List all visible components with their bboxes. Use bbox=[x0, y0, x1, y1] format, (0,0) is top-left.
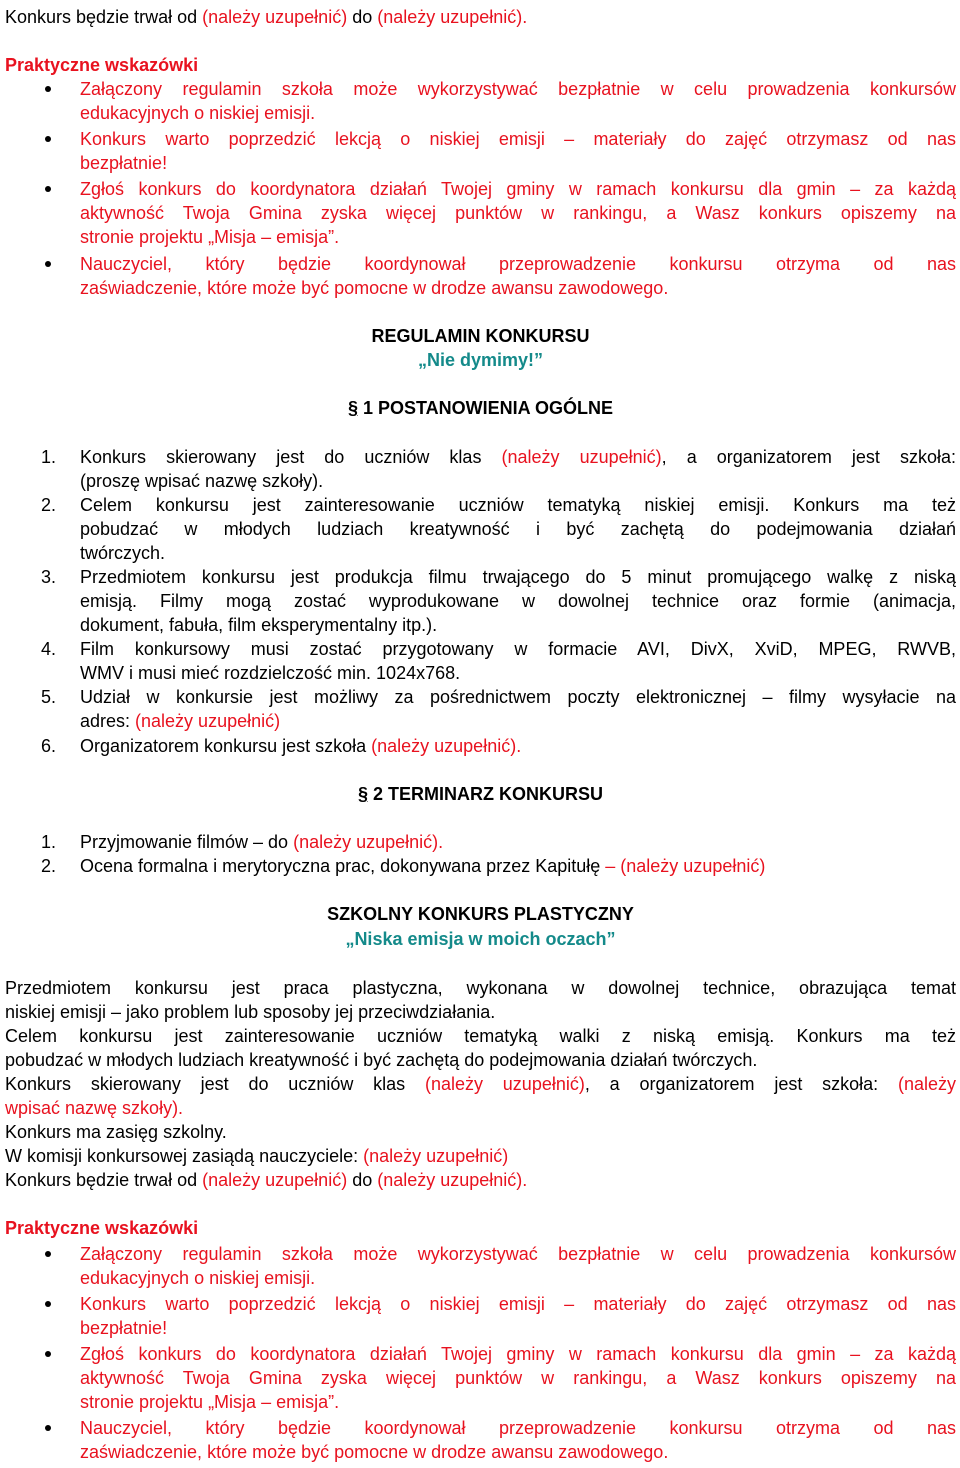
item-number: 5. bbox=[41, 687, 57, 707]
tip-text: Zgłoś konkurs do koordynatora działań Twojej gminy w ramach konkursu dla gmin – za każdą bbox=[80, 179, 956, 199]
item-text: adres: (należy uzupełnić) bbox=[80, 711, 281, 731]
regulamin-title: REGULAMIN KONKURSU bbox=[371, 326, 590, 346]
paragraph-line: W komisji konkursowej zasiądą nauczyciele: (należy uzupełnić) bbox=[5, 1146, 509, 1166]
bullet-dot bbox=[43, 127, 55, 151]
schedule-text: Przyjmowanie filmów – do (należy uzupełnić). bbox=[80, 832, 444, 852]
paragraph-line: Przedmiotem konkursu jest praca plastyczna, wykonana w dowolnej technice, obrazująca temat bbox=[5, 978, 956, 998]
tip-text: Konkurs warto poprzedzić lekcją o niskiej emisji – materiały do zajęć otrzymasz od nas bbox=[80, 129, 956, 149]
section-2-title: 2 TERMINARZ KONKURSU bbox=[373, 784, 604, 804]
tip-text: aktywność Twoja Gmina zyska więcej punktów w rankingu, a Wasz konkurs opiszemy na bbox=[80, 203, 956, 223]
dates-mid: do bbox=[347, 7, 378, 27]
top-dates-line bbox=[5, 5, 527, 29]
tip-text: stronie projektu „Misja – emisja”. bbox=[80, 1392, 340, 1412]
item-text: Udział w konkursie jest możliwy za pośrednictwem poczty elektronicznej – filmy wysyłacie na bbox=[80, 687, 956, 707]
item-number: 1. bbox=[41, 447, 57, 467]
tip-text: stronie projektu „Misja – emisja”. bbox=[80, 227, 340, 247]
tip-text: Załączony regulamin szkoła może wykorzystywać bezpłatnie w celu prowadzenia konkursów bbox=[80, 79, 956, 99]
section-2-heading bbox=[5, 782, 956, 806]
schedule-number: 2. bbox=[41, 856, 57, 876]
section-1-title: 1 POSTANOWIENIA OGÓLNE bbox=[363, 398, 614, 418]
plastyczny-title: SZKOLNY KONKURS PLASTYCZNY bbox=[327, 904, 634, 924]
regulamin-subtitle: „Nie dymimy!” bbox=[417, 350, 544, 370]
bullet-dot bbox=[43, 1342, 55, 1366]
item-text: emisją. Filmy mogą zostać wyprodukowane w dowolnej technice oraz formie (animacja, bbox=[80, 591, 956, 611]
section-sign: § bbox=[357, 784, 368, 804]
item-text: dokument, fabuła, film eksperymentalny itp.). bbox=[80, 615, 438, 635]
bullet-dot bbox=[43, 1292, 55, 1316]
item-text: pobudzać w młodych ludziach kreatywność i być zachętą do podejmowania działań bbox=[80, 519, 956, 539]
item-number: 3. bbox=[41, 567, 57, 587]
tip-text: bezpłatnie! bbox=[80, 153, 168, 173]
bullet-dot bbox=[43, 77, 55, 101]
bullet-dot bbox=[43, 252, 55, 276]
tip-text: bezpłatnie! bbox=[80, 1318, 168, 1338]
bullet-dot bbox=[43, 177, 55, 201]
item-number: 4. bbox=[41, 639, 57, 659]
item-text: Przedmiotem konkursu jest produkcja filmu trwającego do 5 minut promującego walkę z niską bbox=[80, 567, 956, 587]
tip-text: zaświadczenie, które może być pomocne w drodze awansu zawodowego. bbox=[80, 278, 669, 298]
tip-text: Nauczyciel, który będzie koordynował przeprowadzenie konkursu otrzyma od nas bbox=[80, 1418, 956, 1438]
section-1-heading bbox=[5, 396, 956, 420]
tip-text: edukacyjnych o niskiej emisji. bbox=[80, 103, 316, 123]
tip-text: aktywność Twoja Gmina zyska więcej punktów w rankingu, a Wasz konkurs opiszemy na bbox=[80, 1368, 956, 1388]
paragraph-line: Konkurs skierowany jest do uczniów klas (należy uzupełnić), a organizatorem jest szkoła: (należy bbox=[5, 1074, 956, 1094]
schedule-text: Ocena formalna i merytoryczna prac, dokonywana przez Kapitułę – (należy uzupełnić) bbox=[80, 856, 766, 876]
tips-heading: Praktyczne wskazówki bbox=[5, 1218, 199, 1238]
item-text: twórczych. bbox=[80, 543, 166, 563]
item-text: (proszę wpisać nazwę szkoły). bbox=[80, 471, 324, 491]
tip-text: Nauczyciel, który będzie koordynował przeprowadzenie konkursu otrzyma od nas bbox=[80, 254, 956, 274]
tip-text: zaświadczenie, które może być pomocne w drodze awansu zawodowego. bbox=[80, 1442, 669, 1462]
bullet-dot bbox=[43, 1416, 55, 1440]
paragraph-line: pobudzać w młodych ludziach kreatywność i być zachętą do podejmowania działań twórczych. bbox=[5, 1050, 758, 1070]
tip-text: Konkurs warto poprzedzić lekcją o niskiej emisji – materiały do zajęć otrzymasz od nas bbox=[80, 1294, 956, 1314]
item-text: WMV i musi mieć rozdzielczość min. 1024x768. bbox=[80, 663, 461, 683]
paragraph-line: Konkurs ma zasięg szkolny. bbox=[5, 1122, 227, 1142]
tip-text: Załączony regulamin szkoła może wykorzystywać bezpłatnie w celu prowadzenia konkursów bbox=[80, 1244, 956, 1264]
paragraph-line: Celem konkursu jest zainteresowanie uczniów tematyką walki z niską emisją. Konkurs ma też bbox=[5, 1026, 956, 1046]
bullet-dot bbox=[43, 1242, 55, 1266]
item-number: 6. bbox=[41, 736, 57, 756]
paragraph-line: niskiej emisji – jako problem lub sposoby jej przeciwdziałania. bbox=[5, 1002, 496, 1022]
tip-text: Zgłoś konkurs do koordynatora działań Twojej gminy w ramach konkursu dla gmin – za każdą bbox=[80, 1344, 956, 1364]
item-text: Celem konkursu jest zainteresowanie uczniów tematyką niskiej emisji. Konkurs ma też bbox=[80, 495, 956, 515]
plastyczny-subtitle: „Niska emisja w moich oczach” bbox=[345, 929, 616, 949]
tips-heading: Praktyczne wskazówki bbox=[5, 55, 199, 75]
section-sign: § bbox=[347, 398, 358, 418]
tip-text: edukacyjnych o niskiej emisji. bbox=[80, 1268, 316, 1288]
dates-fill-end: (należy uzupełnić). bbox=[377, 7, 528, 27]
item-text: Organizatorem konkursu jest szkoła (należy uzupełnić). bbox=[80, 736, 522, 756]
item-number: 2. bbox=[41, 495, 57, 515]
item-text: Konkurs skierowany jest do uczniów klas (należy uzupełnić), a organizatorem jest szkoła: bbox=[80, 447, 957, 467]
paragraph-line: wpisać nazwę szkoły). bbox=[5, 1098, 184, 1118]
dates-fill-start: (należy uzupełnić) bbox=[202, 7, 348, 27]
dates-prefix: Konkurs będzie trwał od bbox=[5, 7, 203, 27]
paragraph-line: Konkurs będzie trwał od (należy uzupełnić) do (należy uzupełnić). bbox=[5, 1170, 528, 1190]
item-text: Film konkursowy musi zostać przygotowany w formacie AVI, DivX, XviD, MPEG, RWVB, bbox=[80, 639, 956, 659]
schedule-number: 1. bbox=[41, 832, 57, 852]
